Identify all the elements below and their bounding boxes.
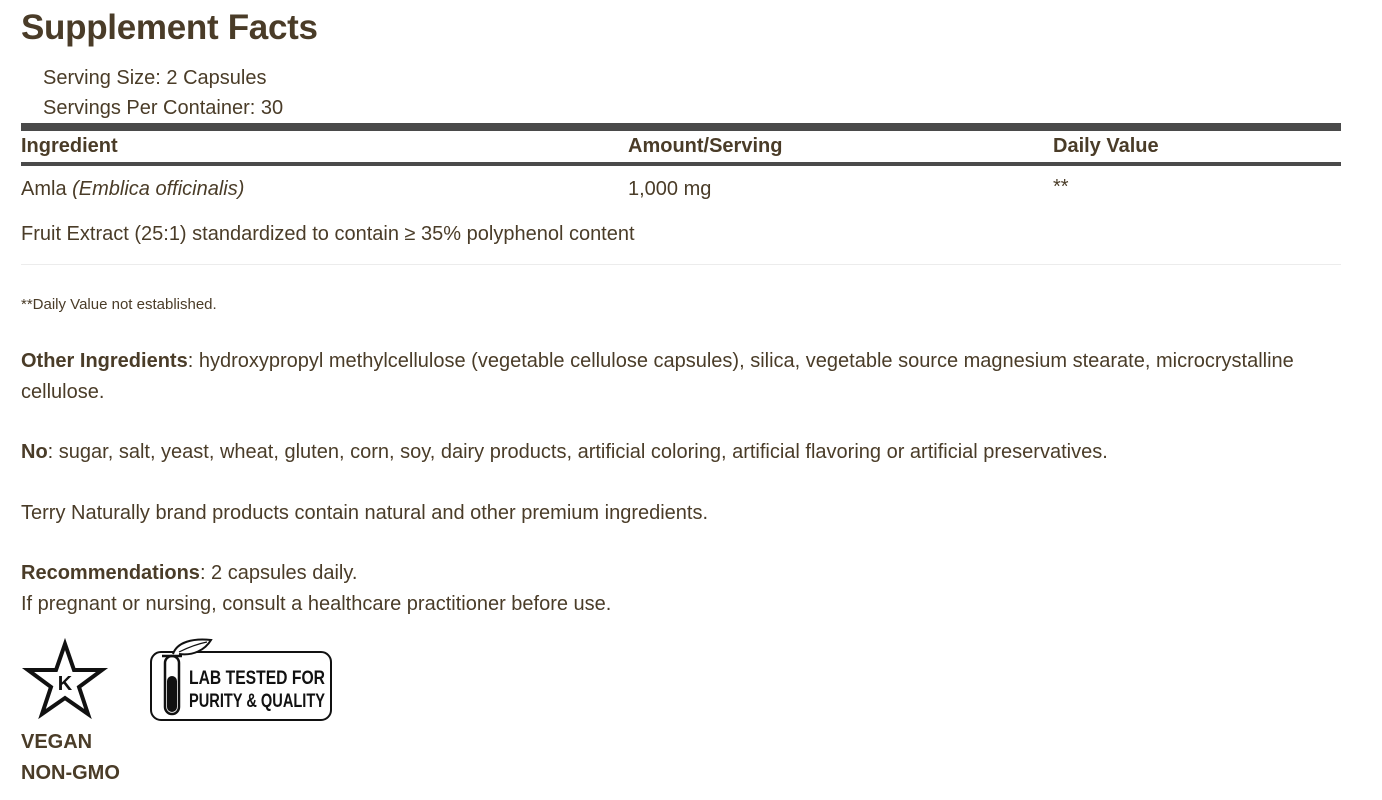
recommendations-text: : 2 capsules daily. — [199, 562, 358, 584]
non-gmo-label: NON-GMO — [21, 762, 120, 784]
ingredient-description: Fruit Extract (25:1) standardized to contain ≥ 35% polyphenol content — [21, 223, 635, 245]
brand-statement: Terry Naturally brand products contain natural and other premium ingredients. — [21, 502, 709, 524]
lab-tested-badge-icon — [149, 636, 333, 724]
ingredient-cell — [21, 178, 244, 201]
recommendations — [21, 558, 1341, 589]
other-ingredients-text: : hydroxypropyl methylcellulose (vegetable cellulose capsules), silica, vegetable source magnesium stearate, microcrystalline cellulose. — [21, 350, 1294, 403]
ingredient-name: Amla — [21, 178, 67, 200]
thick-rule — [21, 123, 1341, 131]
ingredient-latin-name: (Emblica officinalis) — [72, 178, 245, 200]
table-bottom-rule — [21, 264, 1341, 265]
other-ingredients — [21, 346, 1341, 408]
header-ingredient: Ingredient — [21, 135, 118, 157]
daily-value-footnote: **Daily Value not established. — [21, 296, 217, 313]
header-amount: Amount/Serving — [628, 135, 783, 157]
daily-value-cell: ** — [1053, 176, 1069, 198]
servings-per-container: Servings Per Container: 30 — [43, 97, 284, 119]
no-list-text: : sugar, salt, yeast, wheat, gluten, corn, soy, dairy products, artificial coloring, artificial flavoring or artificial preservatives. — [47, 441, 1108, 463]
vegan-label: VEGAN — [21, 731, 93, 753]
recommendations-label: Recommendations — [21, 562, 200, 584]
no-list-label: No — [21, 441, 48, 463]
pregnancy-warning: If pregnant or nursing, consult a healthcare practitioner before use. — [21, 593, 612, 615]
lab-badge-line2: PURITY & QUALITY — [189, 691, 326, 712]
lab-badge-line1: LAB TESTED FOR — [189, 668, 326, 689]
header-rule — [21, 162, 1341, 166]
header-daily-value: Daily Value — [1053, 135, 1159, 157]
amount-cell: 1,000 mg — [628, 178, 712, 200]
no-list — [21, 437, 1341, 468]
other-ingredients-label: Other Ingredients — [21, 350, 188, 372]
kosher-letter: K — [57, 673, 73, 695]
page-title: Supplement Facts — [21, 8, 318, 47]
kosher-star-icon — [25, 640, 105, 720]
serving-size: Serving Size: 2 Capsules — [43, 67, 267, 89]
